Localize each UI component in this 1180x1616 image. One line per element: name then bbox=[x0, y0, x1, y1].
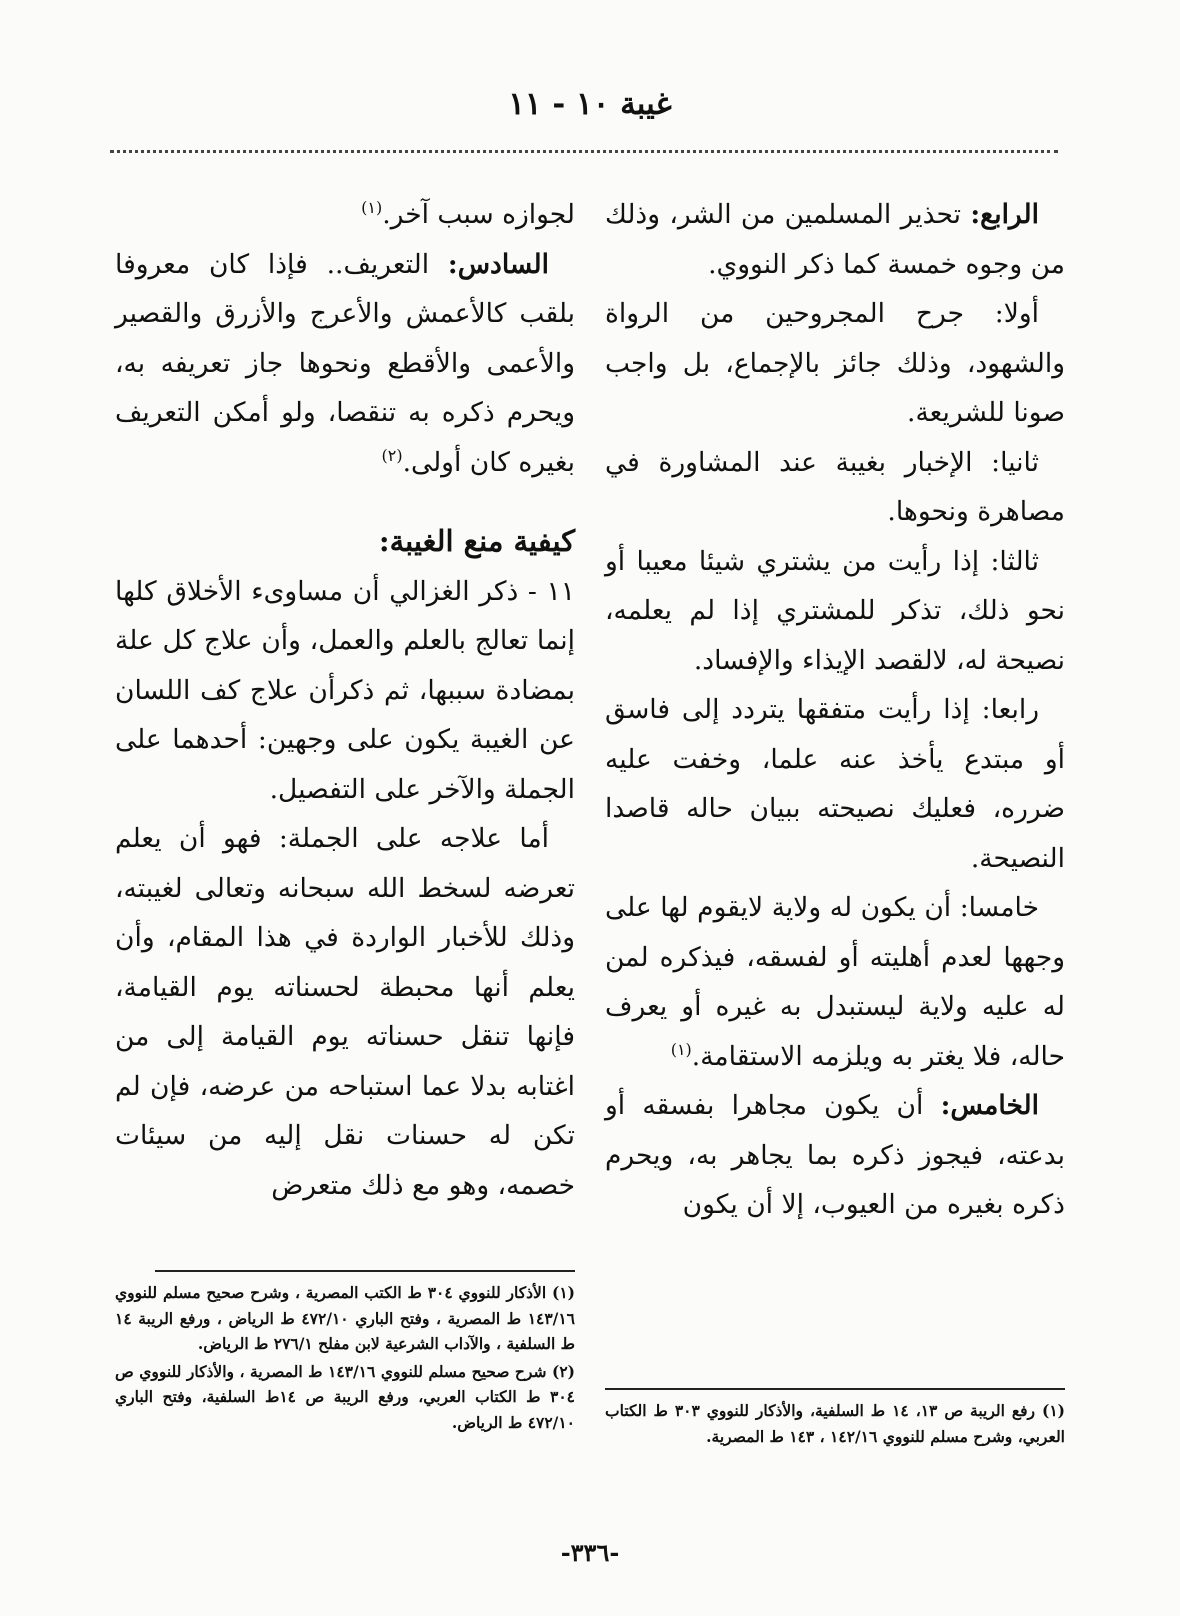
left-column bbox=[115, 190, 575, 1210]
footnote-ref: (١) bbox=[361, 198, 383, 218]
text-fifth-item: خامسا: أن يكون له ولاية لايقوم لها على وجهها لعدم أهليته أو لفسقه، فيذكره لمن له عليه ولاية ليستبدل به غيره أو يعرف حاله، فلا يغتر به ويلزمه الاستقامة. bbox=[605, 892, 1065, 1072]
paragraph-fifth-item bbox=[605, 883, 1065, 1081]
continuation-text: لجوازه سبب آخر. bbox=[382, 199, 575, 230]
paragraph-fifth bbox=[605, 1081, 1065, 1230]
footnote-item: (٢) شرح صحيح مسلم للنووي ١٤٣/١٦ ط المصرية ، والأذكار للنووي ص ٣٠٤ ط الكتاب العربي، ورفع الريبة ص ١٤ط السلفية، وفتح الباري ٤٧٢/١٠ ط الرياض. bbox=[115, 1361, 575, 1432]
paragraph-continuation bbox=[115, 190, 575, 240]
footnote-rule-left bbox=[155, 1270, 575, 1272]
footnote-ref: (٢) bbox=[381, 445, 403, 465]
footnotes-left bbox=[115, 1280, 575, 1437]
text-fifth: أن يكون مجاهرا بفسقه أو بدعته، فيجوز ذكره بما يجاهر به، ويحرم ذكره بغيره من العيوب، إلا أن يكون bbox=[605, 1090, 1065, 1220]
page-number: -٣٣٦- bbox=[560, 1538, 620, 1567]
footnote-item: (١) رفع الريبة ص ١٣، ١٤ ط السلفية، والأذكار للنووي ٣٠٣ ط الكتاب العربي، وشرح مسلم للنووي ١٤٢/١٦ ، ١٤٣ ط المصرية. bbox=[605, 1401, 1065, 1446]
page-header: غيبة ١٠ - ١١ bbox=[508, 86, 672, 122]
label-fifth: الخامس: bbox=[940, 1090, 1039, 1121]
paragraph-fourth-item: رابعا: إذا رأيت متفقها يتردد إلى فاسق أو مبتدع يأخذ عنه علما، وخفت عليه ضرره، فعليك نصيحته ببيان حاله قاصدا النصيحة. bbox=[605, 694, 1065, 874]
paragraph-second: ثانيا: الإخبار بغيبة عند المشاورة في مصاهرة ونحوها. bbox=[605, 446, 1065, 527]
paragraph-11: ١١ - ذكر الغزالي أن مساوىء الأخلاق كلها إنما تعالج بالعلم والعمل، وأن علاج كل علة بمضادة سببها، ثم ذكرأن علاج كف اللسان عن الغيبة يكون على وجهين: أحدهما على الجملة والآخر على التفصيل. bbox=[115, 575, 575, 805]
footnotes-right bbox=[605, 1398, 1065, 1451]
footnote-item: (١) الأذكار للنووي ٣٠٤ ط الكتب المصرية ، وشرح صحيح مسلم للنووي ١٤٣/١٦ ط المصرية ، وفتح الباري ٤٧٢/١٠ ط الرياض ، ورفع الريبة ١٤ ط السلفية ، والآداب الشرعية لابن مفلح ٢٧٦/١ ط الرياض. bbox=[115, 1283, 575, 1353]
footnote-ref: (١) bbox=[670, 1039, 692, 1059]
paragraph-sixth bbox=[115, 240, 575, 488]
right-column bbox=[605, 190, 1065, 1230]
section-heading: كيفية منع الغيبة: bbox=[378, 524, 575, 558]
text-sixth: التعريف.. فإذا كان معروفا بلقب كالأعمش والأعرج والأزرق والقصير والأعمى والأقطع ونحوها جاز تعريفه به، ويحرم ذكره به تنقصا، ولو أمكن التعريف بغيره كان أولى. bbox=[115, 248, 575, 478]
paragraph-remedy: أما علاجه على الجملة: فهو أن يعلم تعرضه لسخط الله سبحانه وتعالى لغيبته، وذلك للأخبار الواردة في هذا المقام، وأن يعلم أنها محبطة لحسناته يوم القيامة، فإنها تنقل حسناته يوم القيامة إلى من اغتابه بدلا عما استباحه من عرضه، فإن لم تكن له حسنات نقل إليه من سيئات خصمه، وهو مع ذلك متعرض bbox=[115, 823, 575, 1201]
paragraph-fourth bbox=[605, 190, 1065, 289]
header-dotted-rule bbox=[110, 150, 1058, 153]
paragraph-third: ثالثا: إذا رأيت من يشتري شيئا معيبا أو نحو ذلك، تذكر للمشتري إذا لم يعلمه، نصيحة له، لالقصد الإيذاء والإفساد. bbox=[605, 545, 1065, 676]
footnote-rule-right bbox=[605, 1388, 1065, 1390]
text-fourth: تحذير المسلمين من الشر، وذلك من وجوه خمسة كما ذكر النووي. bbox=[605, 199, 1065, 280]
label-fourth: الرابع: bbox=[970, 199, 1039, 230]
label-sixth: السادس: bbox=[447, 248, 549, 280]
paragraph-first: أولا: جرح المجروحين من الرواة والشهود، وذلك جائز بالإجماع، بل واجب صونا للشريعة. bbox=[605, 298, 1065, 428]
